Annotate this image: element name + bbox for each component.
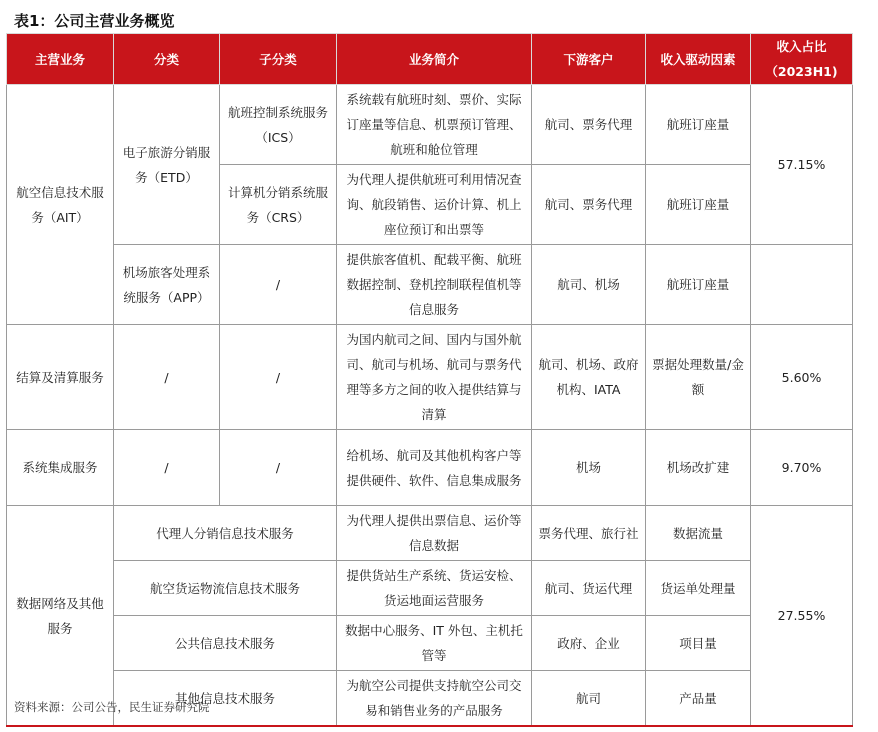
data-main: 数据网络及其他服务: [7, 506, 114, 727]
settle-sub: /: [220, 325, 337, 430]
ics-sub: 航班控制系统服务（ICS）: [220, 85, 337, 165]
header-row: [7, 34, 853, 85]
ics-desc: 系统载有航班时刻、票价、实际订座量等信息、机票预订管理、航班和舱位管理: [337, 85, 532, 165]
agent-customer: 票务代理、旅行社: [532, 506, 646, 561]
crs-customer: 航司、票务代理: [532, 165, 646, 245]
integ-driver: 机场改扩建: [646, 430, 751, 506]
integ-customer: 机场: [532, 430, 646, 506]
table-row: [7, 245, 853, 325]
ait-main: 航空信息技术服务（AIT）: [7, 85, 114, 325]
app-share-empty: [751, 245, 853, 325]
other-driver: 产品量: [646, 671, 751, 727]
table-row: [7, 506, 853, 561]
header-subcategory: 子分类: [220, 34, 337, 85]
header-customer: 下游客户: [532, 34, 646, 85]
cargo-desc: 提供货站生产系统、货运安检、货运地面运营服务: [337, 561, 532, 616]
app-driver: 航班订座量: [646, 245, 751, 325]
public-category: 公共信息技术服务: [114, 616, 337, 671]
other-desc: 为航空公司提供支持航空公司交易和销售业务的产品服务: [337, 671, 532, 727]
business-overview-table: [6, 33, 853, 727]
data-share: 27.55%: [751, 506, 853, 727]
header-driver: 收入驱动因素: [646, 34, 751, 85]
app-category: 机场旅客处理系统服务（APP）: [114, 245, 220, 325]
table-row: [7, 325, 853, 430]
source-note: 资料来源：公司公告，民生证券研究院: [14, 700, 210, 714]
table-row: [7, 85, 853, 165]
app-customer: 航司、机场: [532, 245, 646, 325]
settle-driver: 票据处理数量/金额: [646, 325, 751, 430]
header-main: 主营业务: [7, 34, 114, 85]
public-customer: 政府、企业: [532, 616, 646, 671]
settle-share: 5.60%: [751, 325, 853, 430]
other-customer: 航司: [532, 671, 646, 727]
cargo-category: 航空货运物流信息技术服务: [114, 561, 337, 616]
ics-customer: 航司、票务代理: [532, 85, 646, 165]
table-title: 表1：公司主营业务概览: [14, 12, 175, 30]
ait-share: 57.15%: [751, 85, 853, 245]
ics-driver: 航班订座量: [646, 85, 751, 165]
header-share-line2: （2023H1): [765, 64, 838, 79]
header-category: 分类: [114, 34, 220, 85]
header-description: 业务简介: [337, 34, 532, 85]
settle-category: /: [114, 325, 220, 430]
integ-sub: /: [220, 430, 337, 506]
agent-driver: 数据流量: [646, 506, 751, 561]
agent-category: 代理人分销信息技术服务: [114, 506, 337, 561]
header-share: [751, 34, 853, 85]
settle-customer: 航司、机场、政府机构、IATA: [532, 325, 646, 430]
app-desc: 提供旅客值机、配载平衡、航班数据控制、登机控制联程值机等信息服务: [337, 245, 532, 325]
integ-share: 9.70%: [751, 430, 853, 506]
header-share-line1: 收入占比: [776, 39, 827, 54]
etd-category: 电子旅游分销服务（ETD）: [114, 85, 220, 245]
app-sub: /: [220, 245, 337, 325]
public-desc: 数据中心服务、IT 外包、主机托管等: [337, 616, 532, 671]
cargo-driver: 货运单处理量: [646, 561, 751, 616]
public-driver: 项目量: [646, 616, 751, 671]
settle-main: 结算及清算服务: [7, 325, 114, 430]
cargo-customer: 航司、货运代理: [532, 561, 646, 616]
table-row: [7, 616, 853, 671]
agent-desc: 为代理人提供出票信息、运价等信息数据: [337, 506, 532, 561]
crs-desc: 为代理人提供航班可利用情况查询、航段销售、运价计算、机上座位预订和出票等: [337, 165, 532, 245]
integ-desc: 给机场、航司及其他机构客户等提供硬件、软件、信息集成服务: [337, 430, 532, 506]
other-category: 其他信息技术服务: [114, 671, 337, 727]
table-row: [7, 430, 853, 506]
table-row: [7, 561, 853, 616]
crs-sub: 计算机分销系统服务（CRS）: [220, 165, 337, 245]
settle-desc: 为国内航司之间、国内与国外航司、航司与机场、航司与票务代理等多方之间的收入提供结算与清算: [337, 325, 532, 430]
integ-main: 系统集成服务: [7, 430, 114, 506]
crs-driver: 航班订座量: [646, 165, 751, 245]
integ-category: /: [114, 430, 220, 506]
